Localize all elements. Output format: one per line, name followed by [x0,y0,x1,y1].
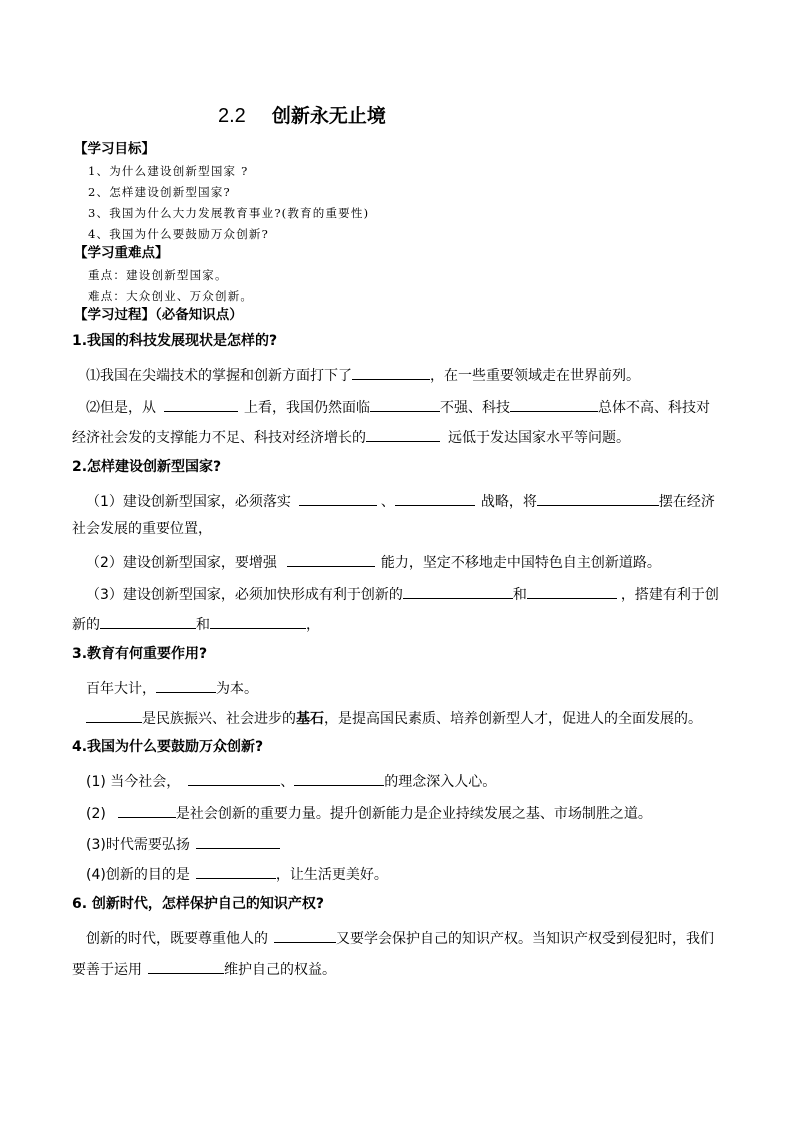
q4-line2: (2) 是社会创新的重要力量。提升创新能力是企业持续发展之基、市场制胜之道。 [86,802,652,824]
q4-line3: (3)时代需要弘扬 [86,833,280,855]
goal-item: 3、我国为什么大力发展教育事业?(教育的重要性) [88,206,370,220]
q4-line1: (1) 当今社会， 、 的理念深入人心。 [86,770,496,792]
fill-blank[interactable] [395,490,475,506]
q1-line3: 经济社会发的支撑能力不足、科技对经济增长的 远低于发达国家水平等问题。 [72,426,630,448]
process-heading: 【学习过程】（必备知识点） [74,307,243,323]
important-point: 重点：建设创新型国家。 [88,268,228,282]
q4-line4: (4)创新的目的是 ，让生活更美好。 [86,863,388,885]
fill-blank[interactable] [537,490,659,506]
question-heading: 2.怎样建设创新型国家? [72,459,222,475]
keypoints-heading: 【学习重难点】 [74,245,169,261]
question-heading: 1.我国的科技发展现状是怎样的? [72,333,278,349]
fill-blank[interactable] [403,583,513,599]
fill-blank[interactable] [294,770,384,786]
fill-blank[interactable] [196,863,276,879]
goal-item: 4、我国为什么要鼓励万众创新? [88,227,269,241]
q2-line5: 新的 和 ， [72,613,320,635]
fill-blank[interactable] [274,927,336,943]
fill-blank[interactable] [86,707,142,723]
fill-blank[interactable] [366,426,440,442]
section-number: 2.2 [218,105,246,127]
fill-blank[interactable] [352,364,430,380]
fill-blank[interactable] [118,802,176,818]
fill-blank[interactable] [299,490,377,506]
section-title: 创新永无止境 [271,105,386,127]
fill-blank[interactable] [527,583,617,599]
fill-blank[interactable] [196,833,280,849]
q6-line2: 要善于运用 维护自己的权益。 [72,958,336,980]
q6-line1: 创新的时代，既要尊重他人的 又要学会保护自己的知识产权。当知识产权受到侵犯时，我们 [86,927,714,949]
difficult-point: 难点：大众创业、万众创新。 [88,289,254,303]
fill-blank[interactable] [287,551,375,567]
q2-line2: 社会发展的重要位置， [72,521,212,537]
fill-blank[interactable] [188,770,280,786]
fill-blank[interactable] [156,677,216,693]
page-title [218,106,386,126]
fill-blank[interactable] [370,396,440,412]
question-heading: 4.我国为什么要鼓励万众创新? [72,739,264,755]
fill-blank[interactable] [510,396,598,412]
q1-line1: ⑴我国在尖端技术的掌握和创新方面打下了 ，在一些重要领域走在世界前列。 [86,364,640,386]
fill-blank[interactable] [100,613,196,629]
goals-heading: 【学习目标】 [74,141,155,157]
goal-item: 1、为什么建设创新型国家 ? [88,164,249,178]
fill-blank[interactable] [148,958,224,974]
q2-line4: （3）建设创新型国家，必须加快形成有利于创新的 和 ，搭建有利于创 [86,583,719,605]
q2-line1: （1）建设创新型国家，必须落实 、 战略，将 摆在经济 [86,490,715,512]
q2-line3: （2）建设创新型国家，要增强 能力，坚定不移地走中国特色自主创新道路。 [86,551,661,573]
fill-blank[interactable] [210,613,306,629]
question-heading: 3.教育有何重要作用? [72,646,208,662]
question-heading: 6. 创新时代，怎样保护自己的知识产权? [72,896,325,912]
q3-line2: 是民族振兴、社会进步的基石，是提高国民素质、培养创新型人才，促进人的全面发展的。 [86,707,702,729]
q3-line1: 百年大计， 为本。 [86,677,258,699]
q1-line2: ⑵但是，从 上看，我国仍然面临 不强、科技 总体不高、科技对 [86,396,710,418]
fill-blank[interactable] [164,396,238,412]
goal-item: 2、怎样建设创新型国家? [88,185,231,199]
